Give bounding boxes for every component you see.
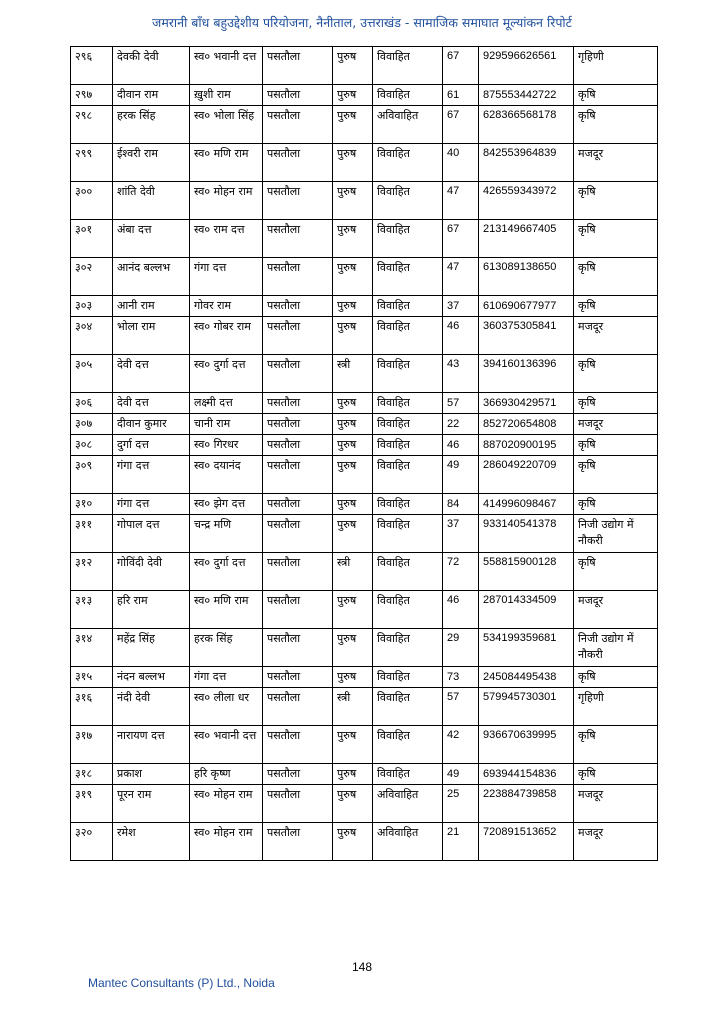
- cell-marital-status: विवाहित: [373, 182, 443, 220]
- cell-age: 67: [443, 106, 479, 144]
- cell-gender: पुरुष: [333, 393, 373, 414]
- cell-gender: पुरुष: [333, 764, 373, 785]
- cell-occupation: कृषि: [574, 435, 658, 456]
- cell-serial: ३०५: [71, 355, 113, 393]
- cell-father-name: स्व० भवानी दत्त: [190, 47, 263, 85]
- cell-gender: पुरुष: [333, 629, 373, 667]
- cell-serial: ३००: [71, 182, 113, 220]
- cell-occupation: मजदूर: [574, 591, 658, 629]
- cell-marital-status: विवाहित: [373, 317, 443, 355]
- cell-village: पसतौला: [263, 823, 333, 861]
- cell-aadhaar: 693944154836: [479, 764, 574, 785]
- page-number: 148: [351, 960, 373, 974]
- cell-gender: पुरुष: [333, 667, 373, 688]
- cell-serial: ३०४: [71, 317, 113, 355]
- cell-occupation: कृषि: [574, 296, 658, 317]
- cell-aadhaar: 414996098467: [479, 494, 574, 515]
- table-row: [71, 47, 658, 85]
- cell-age: 37: [443, 515, 479, 553]
- cell-serial: ३१८: [71, 764, 113, 785]
- cell-village: पसतौला: [263, 688, 333, 726]
- cell-serial: ३०९: [71, 456, 113, 494]
- cell-marital-status: अविवाहित: [373, 106, 443, 144]
- cell-aadhaar: 613089138650: [479, 258, 574, 296]
- table-row: [71, 220, 658, 258]
- cell-marital-status: विवाहित: [373, 456, 443, 494]
- cell-marital-status: विवाहित: [373, 85, 443, 106]
- cell-occupation: कृषि: [574, 220, 658, 258]
- cell-marital-status: विवाहित: [373, 494, 443, 515]
- cell-aadhaar: 360375305841: [479, 317, 574, 355]
- cell-occupation: कृषि: [574, 393, 658, 414]
- cell-occupation: कृषि: [574, 494, 658, 515]
- cell-age: 25: [443, 785, 479, 823]
- cell-name: देवकी देवी: [113, 47, 190, 85]
- cell-marital-status: विवाहित: [373, 764, 443, 785]
- cell-occupation: निजी उद्योग में नौकरी: [574, 629, 658, 667]
- cell-father-name: स्व० भवानी दत्त: [190, 726, 263, 764]
- cell-serial: ३०२: [71, 258, 113, 296]
- cell-age: 73: [443, 667, 479, 688]
- cell-serial: २९६: [71, 47, 113, 85]
- cell-village: पसतौला: [263, 106, 333, 144]
- table-row: [71, 355, 658, 393]
- cell-serial: ३१७: [71, 726, 113, 764]
- cell-village: पसतौला: [263, 414, 333, 435]
- table-row: [71, 317, 658, 355]
- cell-gender: पुरुष: [333, 456, 373, 494]
- cell-age: 43: [443, 355, 479, 393]
- cell-occupation: मजदूर: [574, 823, 658, 861]
- cell-name: गोपाल दत्त: [113, 515, 190, 553]
- cell-gender: पुरुष: [333, 785, 373, 823]
- cell-gender: स्त्री: [333, 355, 373, 393]
- table-row: [71, 726, 658, 764]
- cell-marital-status: अविवाहित: [373, 823, 443, 861]
- table-row: [71, 435, 658, 456]
- cell-name: रमेश: [113, 823, 190, 861]
- cell-gender: पुरुष: [333, 591, 373, 629]
- cell-age: 67: [443, 220, 479, 258]
- cell-village: पसतौला: [263, 355, 333, 393]
- cell-village: पसतौला: [263, 258, 333, 296]
- cell-age: 46: [443, 591, 479, 629]
- cell-aadhaar: 558815900128: [479, 553, 574, 591]
- cell-marital-status: विवाहित: [373, 435, 443, 456]
- cell-gender: पुरुष: [333, 317, 373, 355]
- cell-age: 46: [443, 317, 479, 355]
- cell-age: 21: [443, 823, 479, 861]
- cell-marital-status: विवाहित: [373, 296, 443, 317]
- table-row: [71, 515, 658, 553]
- table-row: [71, 591, 658, 629]
- cell-marital-status: विवाहित: [373, 414, 443, 435]
- cell-age: 61: [443, 85, 479, 106]
- cell-name: ईश्वरी राम: [113, 144, 190, 182]
- cell-village: पसतौला: [263, 785, 333, 823]
- cell-name: पूरन राम: [113, 785, 190, 823]
- cell-aadhaar: 366930429571: [479, 393, 574, 414]
- cell-father-name: चन्द्र मणि: [190, 515, 263, 553]
- cell-village: पसतौला: [263, 494, 333, 515]
- cell-father-name: ख़ुशी राम: [190, 85, 263, 106]
- cell-village: पसतौला: [263, 220, 333, 258]
- cell-serial: ३२०: [71, 823, 113, 861]
- cell-age: 67: [443, 47, 479, 85]
- cell-occupation: कृषि: [574, 106, 658, 144]
- cell-father-name: स्व० गिरधर: [190, 435, 263, 456]
- cell-village: पसतौला: [263, 47, 333, 85]
- cell-gender: पुरुष: [333, 85, 373, 106]
- cell-name: महेंद्र सिंह: [113, 629, 190, 667]
- cell-father-name: स्व० मणि राम: [190, 144, 263, 182]
- cell-village: पसतौला: [263, 591, 333, 629]
- cell-gender: पुरुष: [333, 823, 373, 861]
- cell-marital-status: विवाहित: [373, 220, 443, 258]
- cell-village: पसतौला: [263, 629, 333, 667]
- table-row: [71, 182, 658, 220]
- cell-age: 37: [443, 296, 479, 317]
- cell-aadhaar: 245084495438: [479, 667, 574, 688]
- cell-occupation: कृषि: [574, 182, 658, 220]
- table-row: [71, 688, 658, 726]
- cell-marital-status: विवाहित: [373, 667, 443, 688]
- table-row: [71, 296, 658, 317]
- cell-name: गंगा दत्त: [113, 456, 190, 494]
- cell-aadhaar: 933140541378: [479, 515, 574, 553]
- cell-name: देवी दत्त: [113, 355, 190, 393]
- cell-father-name: गंगा दत्त: [190, 258, 263, 296]
- cell-aadhaar: 936670639995: [479, 726, 574, 764]
- cell-age: 22: [443, 414, 479, 435]
- cell-marital-status: विवाहित: [373, 144, 443, 182]
- cell-age: 57: [443, 688, 479, 726]
- footer-company: Mantec Consultants (P) Ltd., Noida: [88, 976, 275, 990]
- cell-gender: पुरुष: [333, 258, 373, 296]
- cell-name: हरि राम: [113, 591, 190, 629]
- cell-age: 47: [443, 182, 479, 220]
- cell-father-name: गोवर राम: [190, 296, 263, 317]
- cell-father-name: स्व० झेग दत्त: [190, 494, 263, 515]
- cell-marital-status: विवाहित: [373, 258, 443, 296]
- cell-serial: ३१०: [71, 494, 113, 515]
- cell-occupation: मजदूर: [574, 414, 658, 435]
- cell-name: दीवान कुमार: [113, 414, 190, 435]
- cell-father-name: स्व० लीला धर: [190, 688, 263, 726]
- cell-gender: पुरुष: [333, 220, 373, 258]
- cell-marital-status: विवाहित: [373, 47, 443, 85]
- table-row: [71, 456, 658, 494]
- cell-aadhaar: 887020900195: [479, 435, 574, 456]
- cell-marital-status: विवाहित: [373, 355, 443, 393]
- cell-name: दीवान राम: [113, 85, 190, 106]
- table-row: [71, 823, 658, 861]
- cell-gender: पुरुष: [333, 47, 373, 85]
- cell-name: आनंद बल्लभ: [113, 258, 190, 296]
- cell-serial: ३१९: [71, 785, 113, 823]
- cell-father-name: स्व० दयानंद: [190, 456, 263, 494]
- table-row: [71, 553, 658, 591]
- cell-name: दुर्गा दत्त: [113, 435, 190, 456]
- cell-village: पसतौला: [263, 435, 333, 456]
- cell-aadhaar: 213149667405: [479, 220, 574, 258]
- cell-father-name: स्व० मोहन राम: [190, 182, 263, 220]
- cell-occupation: कृषि: [574, 85, 658, 106]
- cell-marital-status: विवाहित: [373, 688, 443, 726]
- cell-father-name: लक्ष्मी दत्त: [190, 393, 263, 414]
- cell-village: पसतौला: [263, 667, 333, 688]
- cell-gender: पुरुष: [333, 726, 373, 764]
- cell-gender: पुरुष: [333, 494, 373, 515]
- table-body: [71, 47, 658, 861]
- cell-name: शांति देवी: [113, 182, 190, 220]
- cell-aadhaar: 534199359681: [479, 629, 574, 667]
- cell-serial: ३०१: [71, 220, 113, 258]
- cell-father-name: स्व० गोबर राम: [190, 317, 263, 355]
- cell-serial: २९७: [71, 85, 113, 106]
- cell-age: 49: [443, 456, 479, 494]
- cell-marital-status: अविवाहित: [373, 785, 443, 823]
- cell-age: 72: [443, 553, 479, 591]
- cell-occupation: कृषि: [574, 667, 658, 688]
- table-row: [71, 764, 658, 785]
- cell-aadhaar: 720891513652: [479, 823, 574, 861]
- cell-marital-status: विवाहित: [373, 515, 443, 553]
- cell-serial: ३१३: [71, 591, 113, 629]
- cell-marital-status: विवाहित: [373, 553, 443, 591]
- cell-serial: ३०६: [71, 393, 113, 414]
- cell-village: पसतौला: [263, 85, 333, 106]
- table-row: [71, 393, 658, 414]
- cell-father-name: स्व० दुर्गा दत्त: [190, 355, 263, 393]
- table-row: [71, 494, 658, 515]
- cell-gender: पुरुष: [333, 414, 373, 435]
- cell-village: पसतौला: [263, 317, 333, 355]
- beneficiary-table: [70, 46, 658, 861]
- cell-gender: पुरुष: [333, 515, 373, 553]
- table-row: [71, 144, 658, 182]
- cell-marital-status: विवाहित: [373, 591, 443, 629]
- cell-occupation: गृहिणी: [574, 688, 658, 726]
- cell-age: 42: [443, 726, 479, 764]
- cell-name: गंगा दत्त: [113, 494, 190, 515]
- cell-name: अंबा दत्त: [113, 220, 190, 258]
- cell-father-name: हरि कृष्ण: [190, 764, 263, 785]
- cell-father-name: चानी राम: [190, 414, 263, 435]
- cell-aadhaar: 628366568178: [479, 106, 574, 144]
- cell-serial: ३१४: [71, 629, 113, 667]
- cell-name: प्रकाश: [113, 764, 190, 785]
- cell-village: पसतौला: [263, 296, 333, 317]
- cell-age: 40: [443, 144, 479, 182]
- cell-occupation: गृहिणी: [574, 47, 658, 85]
- cell-age: 84: [443, 494, 479, 515]
- cell-aadhaar: 579945730301: [479, 688, 574, 726]
- cell-occupation: कृषि: [574, 355, 658, 393]
- cell-occupation: मजदूर: [574, 144, 658, 182]
- cell-father-name: स्व० राम दत्त: [190, 220, 263, 258]
- table-row: [71, 106, 658, 144]
- cell-name: भोला राम: [113, 317, 190, 355]
- cell-father-name: स्व० मोहन राम: [190, 823, 263, 861]
- cell-gender: पुरुष: [333, 296, 373, 317]
- cell-marital-status: विवाहित: [373, 393, 443, 414]
- cell-serial: २९८: [71, 106, 113, 144]
- cell-name: नंदन बल्लभ: [113, 667, 190, 688]
- table-row: [71, 667, 658, 688]
- cell-gender: पुरुष: [333, 144, 373, 182]
- cell-occupation: मजदूर: [574, 317, 658, 355]
- cell-name: नारायण दत्त: [113, 726, 190, 764]
- table-row: [71, 785, 658, 823]
- cell-serial: ३०७: [71, 414, 113, 435]
- cell-aadhaar: 426559343972: [479, 182, 574, 220]
- cell-serial: २९९: [71, 144, 113, 182]
- cell-village: पसतौला: [263, 182, 333, 220]
- cell-aadhaar: 929596626561: [479, 47, 574, 85]
- cell-name: आनी राम: [113, 296, 190, 317]
- cell-serial: ३११: [71, 515, 113, 553]
- cell-serial: ३१५: [71, 667, 113, 688]
- table-row: [71, 629, 658, 667]
- cell-village: पसतौला: [263, 393, 333, 414]
- cell-aadhaar: 852720654808: [479, 414, 574, 435]
- cell-gender: स्त्री: [333, 553, 373, 591]
- cell-father-name: गंगा दत्त: [190, 667, 263, 688]
- cell-age: 57: [443, 393, 479, 414]
- cell-aadhaar: 394160136396: [479, 355, 574, 393]
- page-header-title: जमरानी बाँध बहुउद्देशीय परियोजना, नैनीताल, उत्तराखंड - सामाजिक समाघात मूल्यांकन रिपोर्ट: [152, 15, 572, 30]
- cell-village: पसतौला: [263, 726, 333, 764]
- cell-aadhaar: 842553964839: [479, 144, 574, 182]
- cell-occupation: निजी उद्योग में नौकरी: [574, 515, 658, 553]
- cell-age: 49: [443, 764, 479, 785]
- cell-gender: पुरुष: [333, 182, 373, 220]
- cell-marital-status: विवाहित: [373, 726, 443, 764]
- cell-occupation: कृषि: [574, 764, 658, 785]
- cell-age: 46: [443, 435, 479, 456]
- cell-father-name: स्व० मणि राम: [190, 591, 263, 629]
- cell-aadhaar: 287014334509: [479, 591, 574, 629]
- cell-father-name: हरक सिंह: [190, 629, 263, 667]
- table-row: [71, 414, 658, 435]
- cell-occupation: कृषि: [574, 258, 658, 296]
- cell-age: 47: [443, 258, 479, 296]
- cell-aadhaar: 610690677977: [479, 296, 574, 317]
- cell-gender: पुरुष: [333, 106, 373, 144]
- cell-occupation: कृषि: [574, 726, 658, 764]
- table-row: [71, 85, 658, 106]
- cell-marital-status: विवाहित: [373, 629, 443, 667]
- cell-name: देवी दत्त: [113, 393, 190, 414]
- cell-father-name: स्व० दुर्गा दत्त: [190, 553, 263, 591]
- cell-father-name: स्व० भोला सिंह: [190, 106, 263, 144]
- cell-occupation: कृषि: [574, 553, 658, 591]
- cell-village: पसतौला: [263, 456, 333, 494]
- cell-village: पसतौला: [263, 515, 333, 553]
- cell-serial: ३०३: [71, 296, 113, 317]
- cell-village: पसतौला: [263, 144, 333, 182]
- cell-age: 29: [443, 629, 479, 667]
- table-row: [71, 258, 658, 296]
- cell-gender: पुरुष: [333, 435, 373, 456]
- cell-name: नंदी देवी: [113, 688, 190, 726]
- cell-aadhaar: 286049220709: [479, 456, 574, 494]
- cell-gender: स्त्री: [333, 688, 373, 726]
- cell-occupation: कृषि: [574, 456, 658, 494]
- cell-serial: ३०८: [71, 435, 113, 456]
- cell-aadhaar: 223884739858: [479, 785, 574, 823]
- cell-name: हरक सिंह: [113, 106, 190, 144]
- cell-aadhaar: 875553442722: [479, 85, 574, 106]
- cell-village: पसतौला: [263, 553, 333, 591]
- cell-father-name: स्व० मोहन राम: [190, 785, 263, 823]
- cell-serial: ३१६: [71, 688, 113, 726]
- cell-name: गोविंदी देवी: [113, 553, 190, 591]
- cell-occupation: मजदूर: [574, 785, 658, 823]
- cell-serial: ३१२: [71, 553, 113, 591]
- cell-village: पसतौला: [263, 764, 333, 785]
